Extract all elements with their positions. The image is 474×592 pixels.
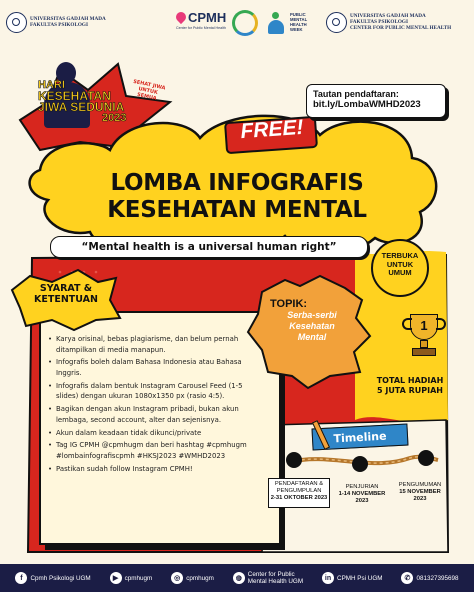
youtube-icon: ▶: [110, 572, 122, 584]
quote-text: “Mental health is a universal human right”: [81, 241, 337, 253]
footer-youtube[interactable]: [110, 572, 153, 584]
title-line2: KESEHATAN MENTAL: [107, 197, 367, 223]
title-line1: LOMBA INFOGRAFIS: [110, 170, 364, 196]
rule-item: • Karya orisinal, bebas plagiarisme, dan belum pernah ditampilkan di media manapun.: [48, 334, 260, 355]
timeline-item: [268, 478, 330, 508]
rule-item: • Akun dalam keadaan tidak dikunci/private: [48, 428, 260, 439]
ugm-right-line2: FAKULTAS PSIKOLOGI: [350, 19, 408, 25]
facebook-icon: f: [15, 572, 27, 584]
rule-item: • Bagikan dengan akun Instagram pribadi, bukan akun lembaga, second account, alter dan sejenisnya.: [48, 404, 260, 425]
open-line2: UNTUK: [386, 259, 414, 269]
main-title: [40, 170, 434, 224]
registration-link[interactable]: bit.ly/LombaWMHD2023: [313, 99, 421, 110]
hero-line1: HARI: [38, 79, 65, 91]
rules-heading: [24, 284, 108, 305]
footer-web-line2: Mental Health UGM: [247, 578, 304, 585]
web-icon: ◍: [233, 572, 245, 584]
rule-item: • Pastikan sudah follow Instagram CPMH!: [48, 464, 260, 475]
timeline-label: PENDAFTARAN &: [274, 481, 324, 487]
topic-line2: Kesehatan: [289, 321, 335, 331]
trophy-icon: [400, 314, 448, 364]
timeline-label: PENJURIAN: [345, 484, 379, 490]
ugm-right-line1: UNIVERSITAS GADJAH MADA: [350, 13, 426, 19]
hero-line2: KESEHATAN: [38, 89, 111, 103]
whatsapp-icon: ✆: [401, 572, 413, 584]
footer-text: 081327395698: [416, 574, 459, 582]
timeline-item: [394, 482, 446, 504]
hero-tag: SEHAT JIWA UNTUK SEMUA: [132, 78, 166, 102]
ugm-left-line1: UNIVERSITAS GADJAH MADA: [30, 16, 106, 22]
footer-text: cpmhugm: [124, 574, 153, 582]
pmhw-line3: HEALTH: [290, 22, 307, 27]
linkedin-icon: in: [322, 572, 334, 584]
timeline-label: PENGUMUMAN: [398, 482, 442, 488]
prize-line1: TOTAL HADIAH: [376, 376, 444, 385]
footer-facebook[interactable]: [15, 572, 90, 584]
footer-text: cpmhugm: [186, 574, 214, 582]
bomb-icon: [286, 452, 302, 468]
timeline-title: Timeline: [333, 429, 387, 445]
pmhw-line4: WEEK: [290, 27, 303, 32]
free-badge: FREE!: [239, 115, 305, 144]
timeline-date: 15 NOVEMBER 2023: [399, 489, 441, 502]
prize-line2: 5 JUTA RUPIAH: [376, 386, 444, 395]
prize-text: [368, 376, 452, 396]
cpmh-logo-text: CPMH: [188, 10, 227, 25]
registration-label: Tautan pendaftaran:: [313, 89, 399, 99]
footer-web[interactable]: [233, 571, 303, 585]
hero-year: 2023: [102, 112, 127, 124]
footer-instagram[interactable]: [171, 572, 214, 584]
hero-title: [38, 80, 126, 124]
bomb-icon: [352, 456, 368, 472]
footer-text: [248, 571, 303, 585]
footer-bar: [0, 564, 474, 592]
rules-list: [48, 334, 260, 476]
ugm-right-line3: CENTER FOR PUBLIC MENTAL HEALTH: [350, 25, 452, 31]
cpmh-logo-sub: Center for Public Mental Health: [176, 26, 226, 30]
open-line3: UMUM: [388, 268, 412, 277]
footer-linkedin[interactable]: [322, 572, 382, 584]
rules-heading-line2: KETENTUAN: [34, 293, 98, 305]
pmhw-line1: PUBLIC: [290, 12, 306, 17]
quote-pill: [50, 236, 368, 258]
timeline-date: 2-31 OKTOBER 2023: [270, 495, 328, 501]
timeline-date: 1-14 NOVEMBER 2023: [338, 491, 386, 504]
ugm-left-line2: FAKULTAS PSIKOLOGI: [30, 22, 88, 28]
topic-line1: Serba-serbi: [287, 310, 337, 320]
trophy-number: 1: [420, 318, 428, 333]
rule-item: • Infografis dalam bentuk Instagram Carousel Feed (1-5 slides) dengan ukuran 1080x1350 px (rasio 4:5).: [48, 381, 260, 402]
open-line1: TERBUKA: [381, 251, 419, 260]
rule-item: • Tag IG CPMH @cpmhugm dan beri hashtag #cpmhugm #lombainfografiscpmh #HKSJ2023 #WMHD2023: [48, 440, 260, 461]
rules-heading-line1: SYARAT &: [39, 283, 93, 294]
registration-box: [306, 84, 446, 118]
topic-line3: Mental: [297, 332, 327, 342]
footer-text: CPMH Psi UGM: [337, 574, 383, 582]
topic-label: TOPIK:: [270, 298, 308, 310]
footer-text: Cpmh Psikologi UGM: [30, 574, 91, 582]
pmhw-line2: MENTAL: [290, 17, 308, 22]
rule-item: • Infografis boleh dalam Bahasa Indonesia atau Bahasa Inggris.: [48, 357, 260, 378]
open-badge: [372, 252, 428, 278]
instagram-icon: ◎: [171, 572, 183, 584]
footer-whatsapp[interactable]: [401, 572, 458, 584]
timeline-label: PENGUMPULAN: [276, 488, 322, 494]
footer-web-line1: Center for Public: [247, 571, 295, 578]
timeline-item: [336, 484, 388, 506]
hero-line3: JIWA SEDUNIA: [38, 100, 125, 114]
bomb-icon: [418, 450, 434, 466]
topic-block: [262, 298, 362, 343]
